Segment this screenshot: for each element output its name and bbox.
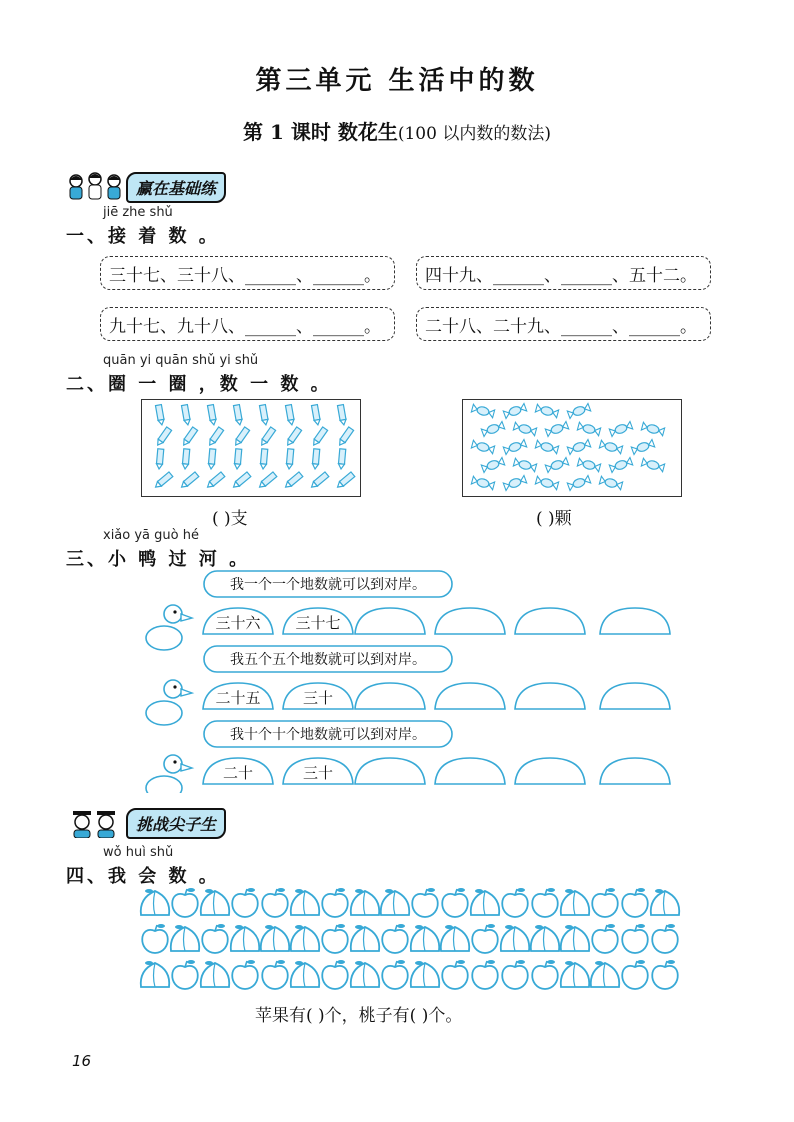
pencil-icon xyxy=(336,472,355,489)
peach-icon xyxy=(141,961,169,987)
bubble-text: 我五个五个地数就可以到对岸。 xyxy=(230,652,426,668)
peach-icon xyxy=(531,925,559,951)
candy-icon xyxy=(513,422,536,435)
candy-icon xyxy=(503,439,526,454)
badge-label: 挑战尖子生 xyxy=(126,808,226,839)
peach-icon xyxy=(441,925,469,951)
stepping-stone xyxy=(283,608,353,634)
pencil-count-answer: ( )支 xyxy=(212,509,248,529)
pencil-icon xyxy=(181,427,197,447)
peach-icon xyxy=(471,889,499,915)
pencil-icon xyxy=(155,427,171,447)
speech-bubble xyxy=(204,646,452,672)
candy-icon xyxy=(535,440,558,453)
peach-icon xyxy=(501,925,529,951)
apple-icon xyxy=(232,888,258,917)
stone-label: 三十六 xyxy=(215,614,261,632)
apple-icon xyxy=(502,888,528,917)
candy-count-answer: ( )颗 xyxy=(536,509,572,529)
speech-bubble xyxy=(204,571,452,597)
candy-icon xyxy=(503,475,526,490)
q1-pinyin: jiē zhe shǔ xyxy=(103,205,173,220)
candy-icon xyxy=(567,439,590,454)
q4-pinyin: wǒ huì shǔ xyxy=(103,845,174,860)
apple-icon xyxy=(652,924,678,953)
lesson-subtitle: (100 以内数的数法) xyxy=(397,124,551,144)
pencil-icon xyxy=(286,449,294,469)
pencil-icon xyxy=(206,472,225,489)
peach-icon xyxy=(351,889,379,915)
apple-icon xyxy=(172,888,198,917)
apple-icon xyxy=(592,888,618,917)
pencil-icon xyxy=(284,472,303,489)
apple-icon xyxy=(592,924,618,953)
candy-icon xyxy=(641,422,664,435)
peach-icon xyxy=(291,961,319,987)
stepping-stone xyxy=(283,758,353,784)
pencil-icon xyxy=(154,472,173,489)
stone-label: 三十 xyxy=(302,764,334,782)
pencil-icon xyxy=(181,405,190,426)
stepping-stone xyxy=(435,608,505,634)
peach-icon xyxy=(291,925,319,951)
bubble-text: 我十个十个地数就可以到对岸。 xyxy=(230,727,426,743)
candy-icon xyxy=(577,422,600,435)
peach-icon xyxy=(561,889,589,915)
candy-icon xyxy=(567,475,590,490)
candy-icon xyxy=(631,439,654,454)
stepping-stone xyxy=(283,683,353,709)
lesson-title xyxy=(0,116,794,145)
apple-icon xyxy=(442,888,468,917)
peach-icon xyxy=(651,889,679,915)
candy-icon xyxy=(471,404,494,417)
apple-icon xyxy=(322,888,348,917)
candy-icon xyxy=(545,421,568,436)
candy-icon xyxy=(503,403,526,418)
pencil-icon xyxy=(312,449,320,469)
pencil-icon xyxy=(208,449,216,469)
apple-icon xyxy=(652,960,678,989)
apple-icon xyxy=(382,960,408,989)
pencil-icon xyxy=(207,427,223,447)
apple-icon xyxy=(502,960,528,989)
graduates-icon xyxy=(66,808,124,838)
candy-icon xyxy=(567,403,590,418)
apple-icon xyxy=(472,924,498,953)
candy-icon xyxy=(471,476,494,489)
peach-icon xyxy=(171,925,199,951)
peach-icon xyxy=(201,961,229,987)
candy-icon xyxy=(513,458,536,471)
pencil-icon xyxy=(180,472,199,489)
apple-icon xyxy=(382,924,408,953)
candy-icon xyxy=(599,476,622,489)
candy-icon xyxy=(535,476,558,489)
q3-pinyin: xiǎo yā guò hé xyxy=(103,528,199,543)
pencil-icon xyxy=(310,472,329,489)
q2-heading: 二、圈 一 圈 ，数 一 数 。 xyxy=(66,374,332,395)
stepping-stone xyxy=(600,683,670,709)
peach-icon xyxy=(561,925,589,951)
badge-challenge xyxy=(66,808,226,838)
speech-bubble xyxy=(204,721,452,747)
pencil-icon xyxy=(258,472,277,489)
peach-icon xyxy=(231,925,259,951)
fruit-count-answer: 苹果有( )个，桃子有( )个。 xyxy=(255,1006,463,1026)
sequence-box: 二十八、二十九、______、______。 xyxy=(416,307,711,341)
pencil-icon xyxy=(232,472,251,489)
page-title: 第三单元 生活中的数 xyxy=(255,66,539,96)
stone-label: 二十 xyxy=(222,764,254,782)
apple-icon xyxy=(622,960,648,989)
pencil-icon xyxy=(337,427,353,447)
candy-icon xyxy=(481,421,504,436)
pencil-icon xyxy=(311,405,320,426)
page-number: 16 xyxy=(72,1052,92,1070)
peach-icon xyxy=(381,889,409,915)
stepping-stone xyxy=(435,683,505,709)
lesson-name: 第 1 课时 数花生 xyxy=(243,120,398,144)
apple-icon xyxy=(532,960,558,989)
candy-icon xyxy=(609,421,632,436)
pencil-icon xyxy=(259,405,268,426)
stone-label: 三十七 xyxy=(295,614,341,632)
pencil-icon xyxy=(260,449,268,469)
peach-icon xyxy=(411,961,439,987)
badge-label: 赢在基础练 xyxy=(126,172,226,203)
stepping-stone xyxy=(600,608,670,634)
candy-icon xyxy=(535,404,558,417)
apple-icon xyxy=(262,888,288,917)
peach-icon xyxy=(261,925,289,951)
apple-icon xyxy=(172,960,198,989)
stepping-stone xyxy=(435,758,505,784)
students-icon xyxy=(66,172,124,202)
apple-icon xyxy=(232,960,258,989)
candy-icon xyxy=(599,440,622,453)
peach-icon xyxy=(201,889,229,915)
peach-icon xyxy=(291,889,319,915)
fruit-grid xyxy=(138,884,683,996)
q1-heading: 一、接 着 数 。 xyxy=(66,226,220,247)
stepping-stone xyxy=(203,683,273,709)
apple-icon xyxy=(262,960,288,989)
pencil-icon xyxy=(182,449,190,469)
apple-icon xyxy=(412,888,438,917)
apple-icon xyxy=(142,924,168,953)
pencil-box xyxy=(141,399,361,497)
candy-box xyxy=(462,399,682,497)
apple-icon xyxy=(532,888,558,917)
peach-icon xyxy=(351,925,379,951)
stepping-stone xyxy=(515,683,585,709)
pencil-icon xyxy=(311,427,327,447)
peach-icon xyxy=(141,889,169,915)
badge-basic xyxy=(66,172,226,202)
candy-icon xyxy=(577,458,600,471)
pencil-icon xyxy=(259,427,275,447)
q2-pinyin: quān yi quān shǔ yi shǔ xyxy=(103,353,259,368)
stepping-stone xyxy=(203,758,273,784)
pencil-icon xyxy=(156,449,164,469)
stepping-stone xyxy=(515,758,585,784)
stepping-stone xyxy=(355,683,425,709)
apple-icon xyxy=(622,888,648,917)
duck-icon xyxy=(146,680,192,725)
pencil-icon xyxy=(233,427,249,447)
stepping-stone xyxy=(355,758,425,784)
stepping-stone xyxy=(203,608,273,634)
pencil-icon xyxy=(285,427,301,447)
stone-label: 二十五 xyxy=(215,689,261,707)
pencil-icon xyxy=(234,449,242,469)
bubble-text: 我一个一个地数就可以到对岸。 xyxy=(230,577,426,593)
apple-icon xyxy=(322,960,348,989)
peach-icon xyxy=(411,925,439,951)
candy-icon xyxy=(641,458,664,471)
pencil-icon xyxy=(155,405,164,426)
apple-icon xyxy=(202,924,228,953)
sequence-box: 三十七、三十八、______、______。 xyxy=(100,256,395,290)
sequence-box: 九十七、九十八、______、______。 xyxy=(100,307,395,341)
pencil-icon xyxy=(338,449,346,469)
stepping-stone xyxy=(600,758,670,784)
q3-heading: 三、小 鸭 过 河 。 xyxy=(66,549,251,570)
pencil-icon xyxy=(337,405,346,426)
stone-label: 三十 xyxy=(302,689,334,707)
q4-heading: 四、我 会 数 。 xyxy=(66,866,220,887)
pencil-icon xyxy=(207,405,216,426)
stepping-stone xyxy=(355,608,425,634)
candy-icon xyxy=(609,457,632,472)
duck-icon xyxy=(146,755,192,793)
duck-icon xyxy=(146,605,192,650)
duck-river-scene xyxy=(140,568,700,793)
sequence-box: 四十九、______、______、五十二。 xyxy=(416,256,711,290)
apple-icon xyxy=(322,924,348,953)
peach-icon xyxy=(591,961,619,987)
candy-icon xyxy=(545,457,568,472)
peach-icon xyxy=(351,961,379,987)
peach-icon xyxy=(561,961,589,987)
apple-icon xyxy=(472,960,498,989)
candy-icon xyxy=(481,457,504,472)
pencil-icon xyxy=(233,405,242,426)
apple-icon xyxy=(622,924,648,953)
pencil-icon xyxy=(285,405,294,426)
stepping-stone xyxy=(515,608,585,634)
candy-icon xyxy=(471,440,494,453)
apple-icon xyxy=(442,960,468,989)
